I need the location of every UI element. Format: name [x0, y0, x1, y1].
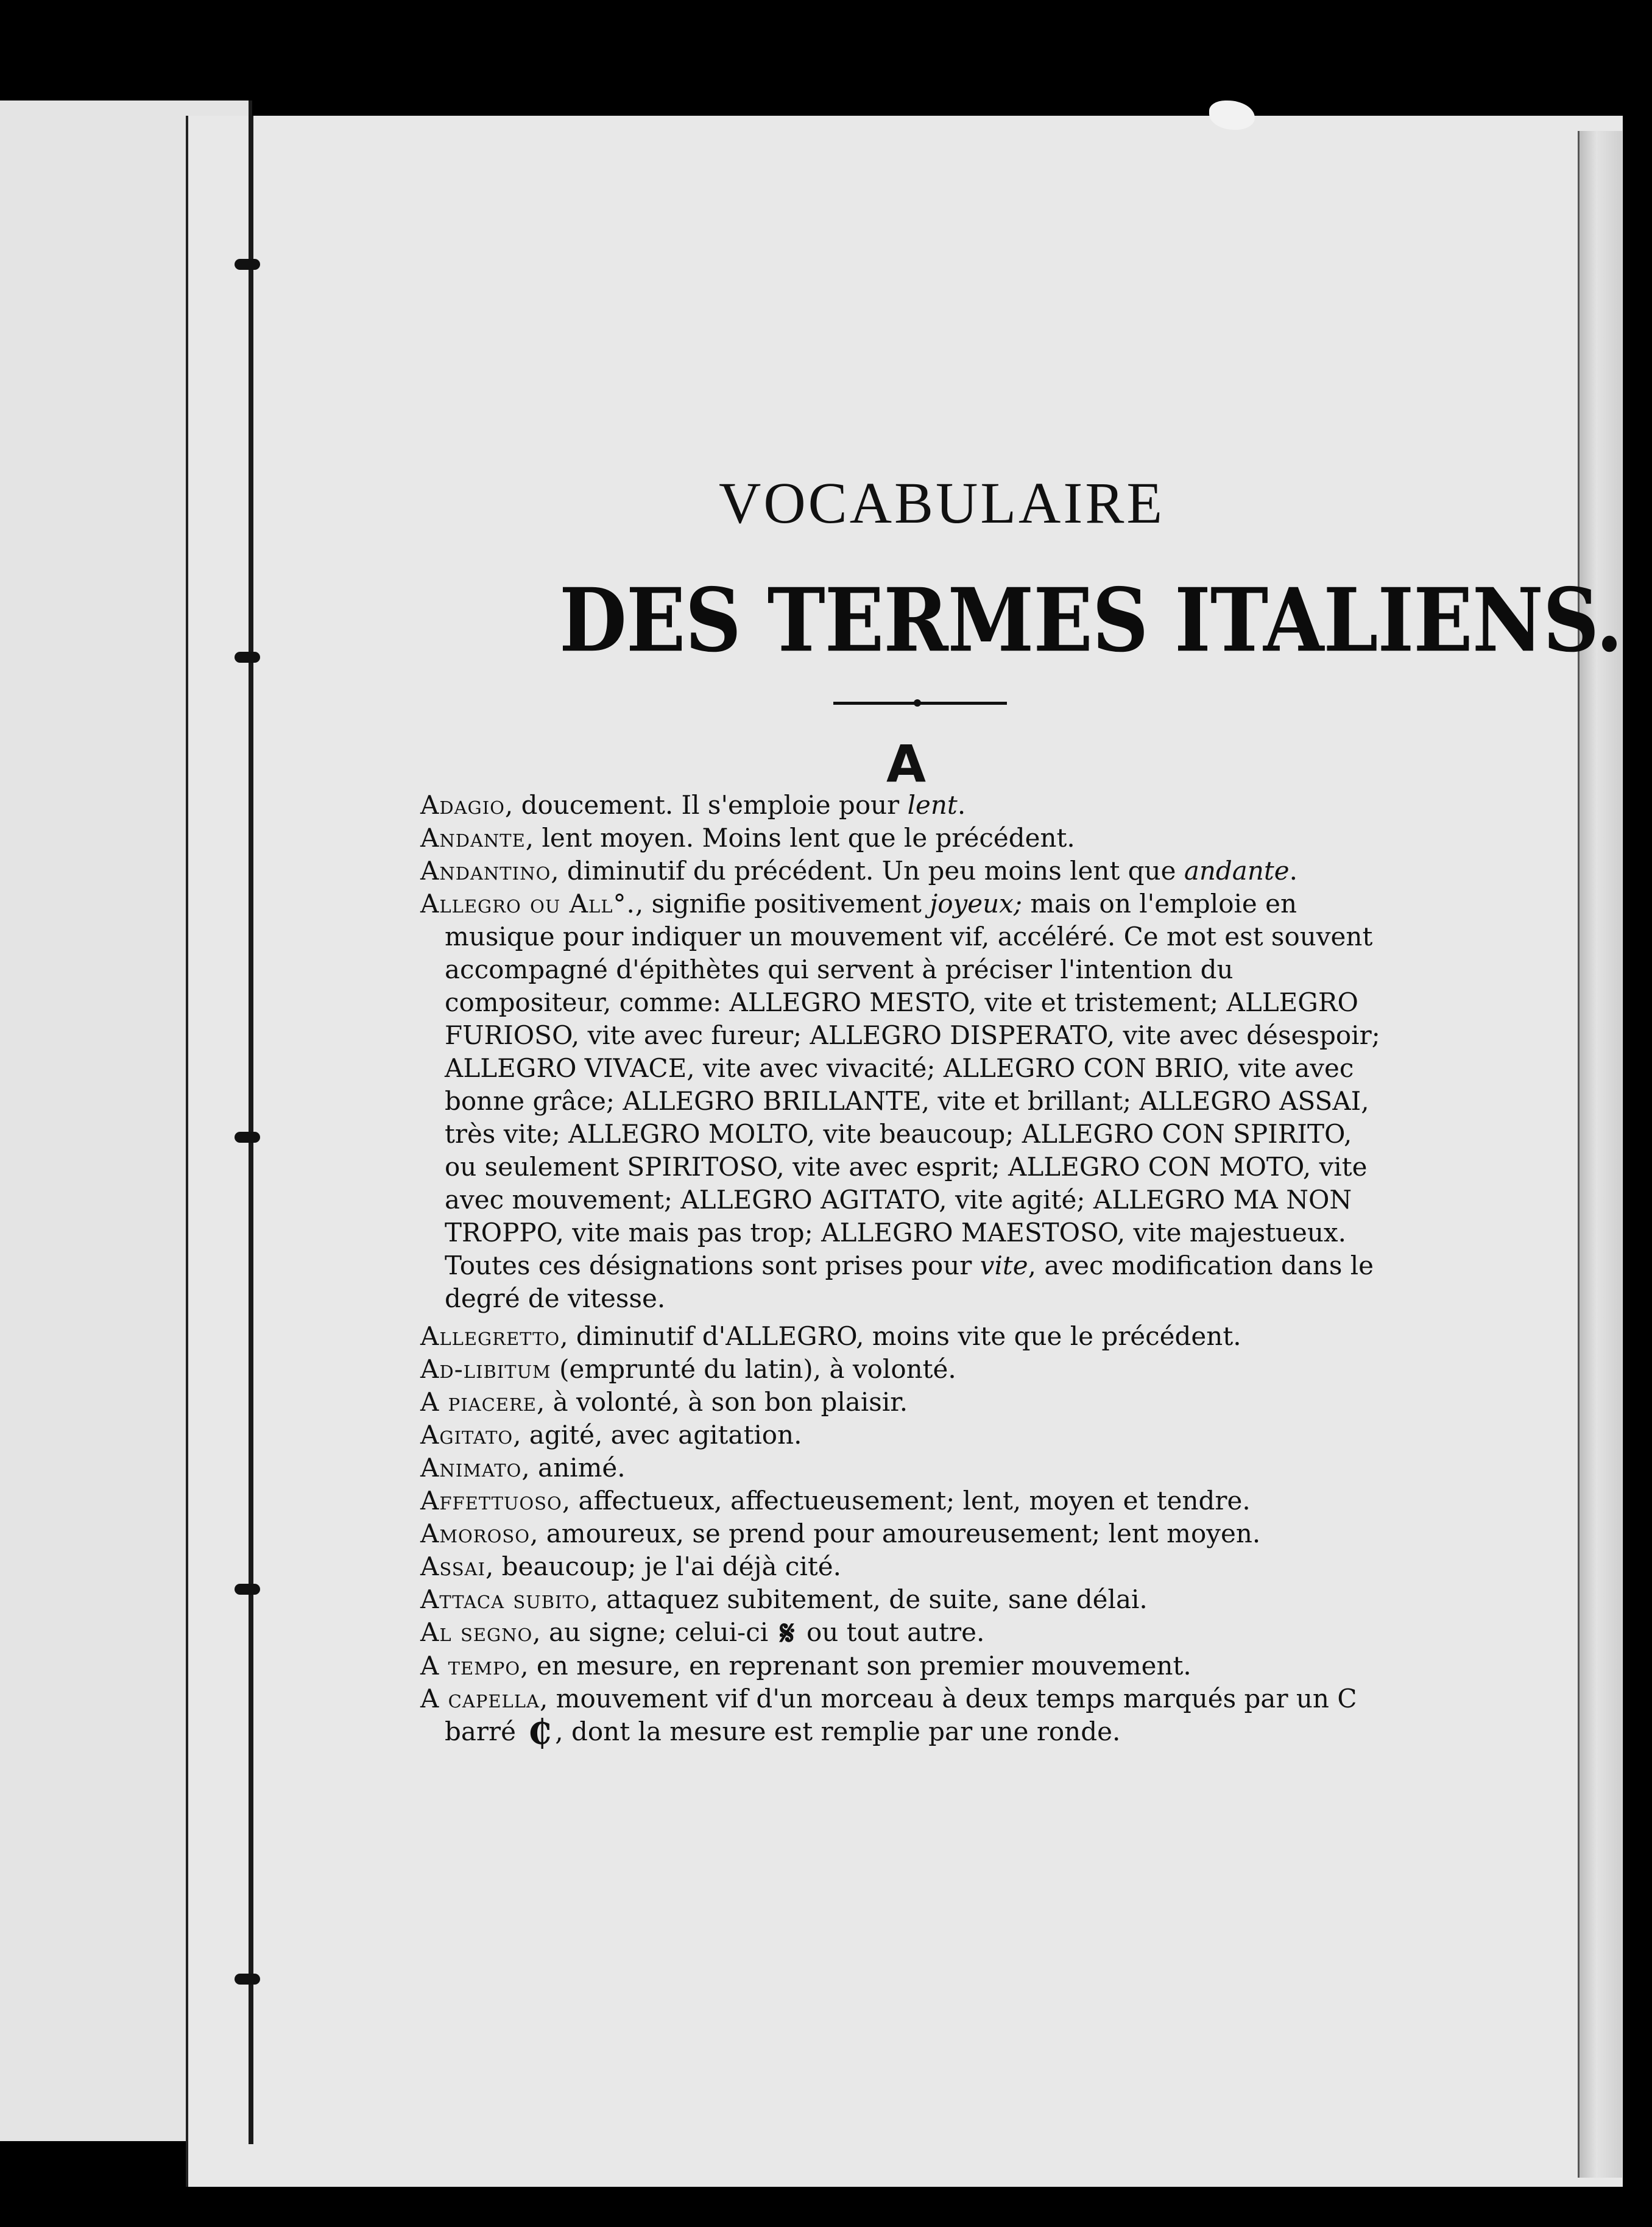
page-edge	[1578, 131, 1622, 2178]
vocabulary-entry	[420, 1452, 1389, 1484]
entry-text: , diminutif du précédent. Un peu moins lent que	[551, 856, 1184, 886]
entry-term: Affettuoso	[420, 1486, 562, 1516]
entry-term: Allegro ou All°.	[420, 889, 635, 919]
vocabulary-list	[420, 789, 1389, 1752]
vocabulary-entry	[420, 1353, 1389, 1386]
binding-hole	[235, 1132, 260, 1143]
vocabulary-entry	[420, 1682, 1389, 1752]
entry-text: , avec modification dans le degré de vitesse.	[445, 1251, 1374, 1313]
vocabulary-entry	[420, 1613, 1389, 1653]
entry-term: A piacere	[420, 1387, 537, 1417]
page-subtitle: DES TERMES ITALIENS.	[559, 570, 1623, 672]
vocabulary-entry	[420, 888, 1389, 1315]
entry-term: A tempo	[420, 1651, 521, 1681]
entry-term: Andante	[420, 823, 526, 853]
entry-text: , dont la mesure est remplie par une ronde.	[555, 1717, 1121, 1746]
page-title: VOCABULAIRE	[719, 470, 1165, 535]
binding-spine	[249, 116, 253, 2144]
entry-term: Assai	[420, 1551, 485, 1581]
entry-term: Adagio	[420, 790, 505, 820]
entry-italic: vite	[980, 1251, 1028, 1280]
entry-term: Al segno	[420, 1617, 533, 1647]
entry-term: Ad-libitum	[420, 1354, 551, 1384]
entry-text: , doucement. Il s'emploie pour	[504, 790, 908, 820]
entry-text: mais on l'emploie en musique pour indiquer un mouvement vif, accéléré. Ce mot est souvent accompagné d'épithètes qui servent à préciser l'intention du compositeur, comme: ALLEGRO MESTO, vite et tristement; ALLEGRO FURIOSO, vite avec fureur; ALLEGRO DISPERATO, vite avec désespoir; ALLEGRO VIVACE, vite avec vivacité; ALLEGRO CON BRIO, vite avec bonne grâce; ALLEGRO BRILLANTE, vite et brillant; ALLEGRO ASSAI, très vite; ALLEGRO MOLTO, vite beaucoup; ALLEGRO CON SPIRITO, ou seulement SPIRITOSO, vite avec esprit; ALLEGRO CON MOTO, vite avec mouvement; ALLEGRO AGITATO, vite agité; ALLEGRO MA NON TROPPO, vite mais pas trop; ALLEGRO MAESTOSO, vite majestueux. Toutes ces désignations sont prises pour	[445, 889, 1380, 1280]
entry-term: Animato	[420, 1453, 522, 1483]
entry-text: , lent moyen. Moins lent que le précédent.	[525, 823, 1075, 853]
entry-text: , affectueux, affectueusement; lent, moyen et tendre.	[562, 1486, 1251, 1516]
entry-text: , animé.	[521, 1453, 626, 1483]
vocabulary-entry	[420, 855, 1389, 888]
entry-text: , en mesure, en reprenant son premier mouvement.	[520, 1651, 1191, 1681]
entry-term: Attaca subito	[420, 1584, 590, 1614]
cut-time-symbol-icon: ₵	[528, 1712, 552, 1752]
entry-italic: joyeux;	[930, 889, 1022, 919]
entry-term: Agitato	[420, 1420, 514, 1450]
entry-text: , à volonté, à son bon plaisir.	[536, 1387, 908, 1417]
binding-hole	[235, 1974, 260, 1985]
entry-text: .	[1289, 856, 1297, 886]
entry-text: , amoureux, se prend pour amoureusement; lent moyen.	[530, 1519, 1261, 1548]
entry-term: Allegretto	[420, 1321, 560, 1351]
vocabulary-entry	[420, 1517, 1389, 1550]
entry-text: , diminutif d'ALLEGRO, moins vite que le précédent.	[560, 1321, 1241, 1351]
entry-text: , agité, avec agitation.	[513, 1420, 802, 1450]
title-ornament	[833, 702, 1007, 705]
section-letter: A	[886, 734, 927, 794]
vocabulary-entry	[420, 1650, 1389, 1682]
entry-text: , au signe; celui-ci	[532, 1617, 777, 1647]
binding-hole	[235, 652, 260, 663]
entry-text: , beaucoup; je l'ai déjà cité.	[485, 1551, 841, 1581]
binding-hole	[235, 1584, 260, 1595]
vocabulary-entry	[420, 789, 1389, 822]
segno-symbol-icon: 𝄋	[780, 1613, 795, 1653]
entry-text: , signifie positivement	[635, 889, 930, 919]
vocabulary-entry	[420, 1386, 1389, 1419]
entry-italic: andante	[1184, 856, 1290, 886]
entry-italic: lent	[907, 790, 958, 820]
vocabulary-entry	[420, 1320, 1389, 1353]
entry-text: .	[957, 790, 966, 820]
entry-term: A capella	[420, 1684, 540, 1713]
entry-text: (emprunté du latin), à volonté.	[551, 1354, 956, 1384]
vocabulary-entry	[420, 1484, 1389, 1517]
vocabulary-entry	[420, 1550, 1389, 1583]
vocabulary-entry	[420, 1419, 1389, 1452]
vocabulary-entry	[420, 822, 1389, 855]
binding-hole	[235, 259, 260, 270]
entry-term: Amoroso	[420, 1519, 531, 1548]
entry-text: ou tout autre.	[798, 1617, 985, 1647]
entry-text: , mouvement vif d'un morceau à deux temps marqués par un C barré	[445, 1684, 1357, 1746]
vocabulary-entry	[420, 1583, 1389, 1616]
entry-text: , attaquez subitement, de suite, sane délai.	[590, 1584, 1148, 1614]
entry-term: Andantino	[420, 856, 551, 886]
